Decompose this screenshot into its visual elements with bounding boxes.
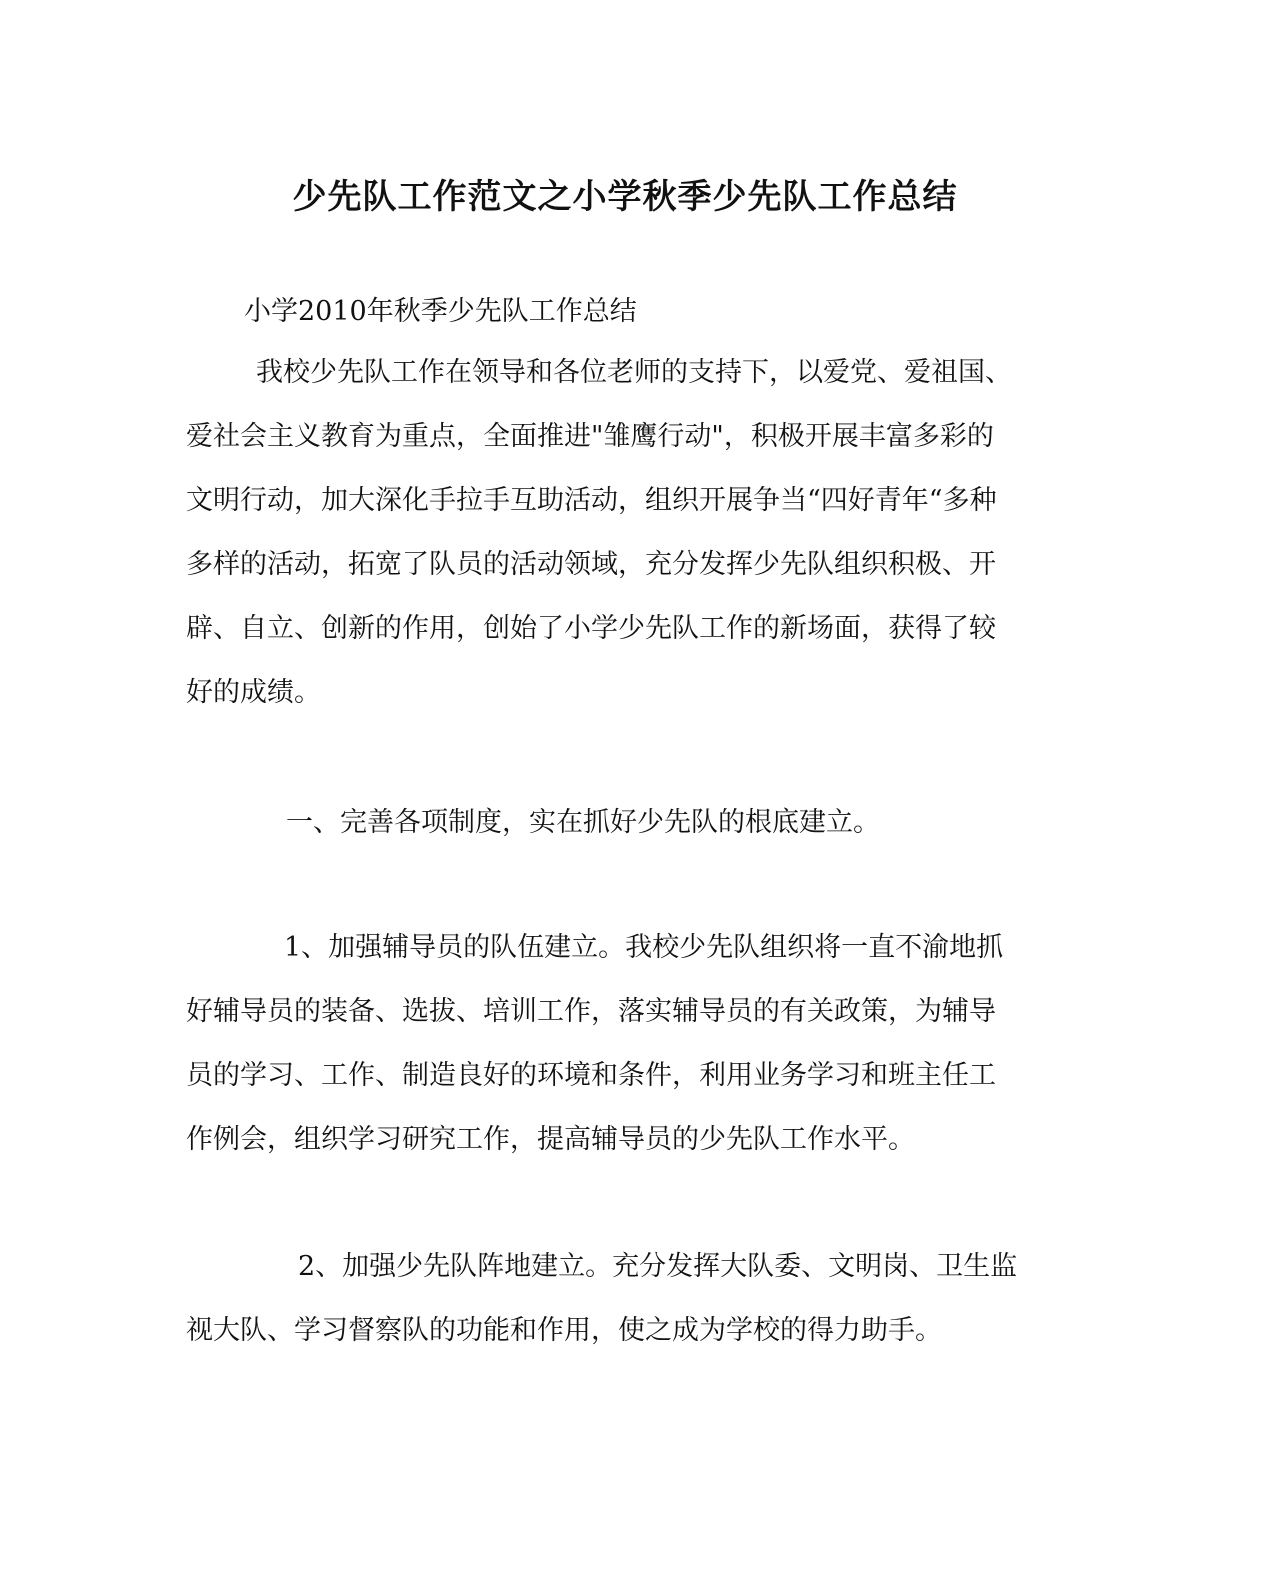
intro-line: 多样的活动，拓宽了队员的活动领域，充分发挥少先队组织积极、开 [186,549,996,580]
section-one-text: 一、完善各项制度，实在抓好少先队的根底建立。 [286,807,880,838]
intro-line: 爱社会主义教育为重点，全面推进"雏鹰行动"，积极开展丰富多彩的 [186,421,994,452]
item-two-line: 视大队、学习督察队的功能和作用，使之成为学校的得力助手。 [186,1315,942,1346]
item-one-line: 员的学习、工作、制造良好的环境和条件，利用业务学习和班主任工 [186,1060,996,1091]
item-one-paragraph [186,916,1066,1172]
item-two-paragraph [186,1235,1066,1363]
intro-line: 好的成绩。 [186,677,321,708]
intro-paragraph [186,341,1066,725]
item-one-line: 好辅导员的装备、选拔、培训工作，落实辅导员的有关政策，为辅导 [186,996,996,1027]
intro-line: 文明行动，加大深化手拉手互助活动，组织开展争当“四好青年“多种 [186,485,997,516]
item-one-line: 作例会，组织学习研究工作，提高辅导员的少先队工作水平。 [186,1124,915,1155]
intro-line: 辟、自立、创新的作用，创始了小学少先队工作的新场面，获得了较 [186,613,996,644]
item-one-line: 1、加强辅导员的队伍建立。我校少先队组织将一直不渝地抓 [284,932,1004,963]
section-one-heading [186,791,1066,855]
document-title: 少先队工作范文之小学秋季少先队工作总结 [292,177,958,217]
intro-line: 我校少先队工作在领导和各位老师的支持下，以爱党、爱祖国、 [256,357,1012,388]
item-two-line: 2、加强少先队阵地建立。充分发挥大队委、文明岗、卫生监 [298,1251,1018,1282]
subtitle-text: 小学2010年秋季少先队工作总结 [244,296,637,327]
document-subtitle [186,280,1124,344]
